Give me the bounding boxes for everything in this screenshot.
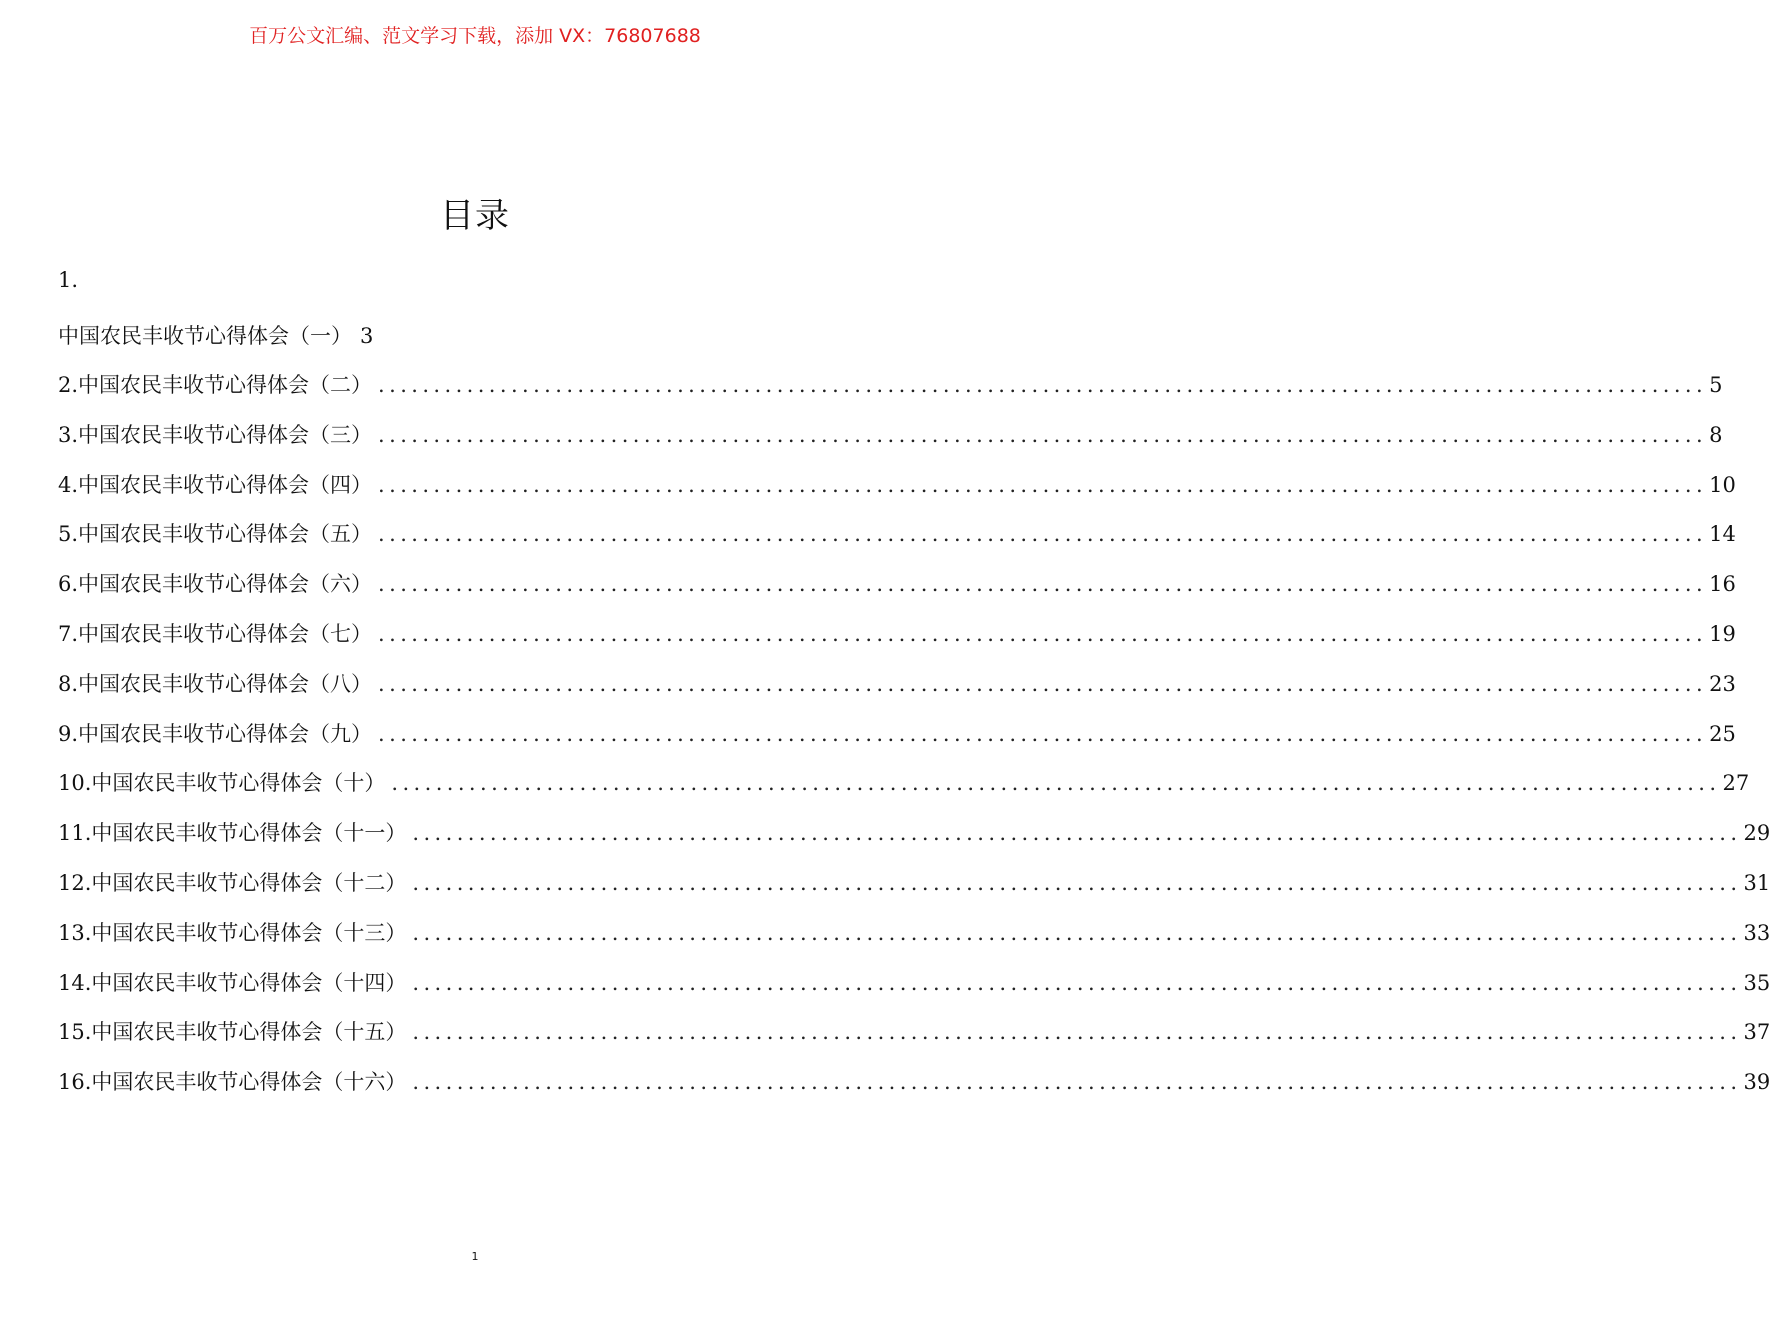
- toc-dot-leader: ........................................................................................................................: [378, 671, 1708, 696]
- page-title: 目录: [440, 195, 510, 236]
- toc-entry-page: 29: [1743, 821, 1770, 846]
- toc-entry-list: [58, 361, 1770, 1108]
- toc-entry-page: 8: [1709, 422, 1723, 447]
- toc-entry[interactable]: [58, 361, 1723, 411]
- toc-entry-label: 12.中国农民丰收节心得体会（十二）: [58, 870, 407, 895]
- toc-entry[interactable]: [58, 859, 1770, 909]
- toc-dot-leader: ........................................................................................................................: [378, 422, 1708, 447]
- toc-entry-page: 35: [1743, 970, 1770, 995]
- toc-entry-page: 37: [1743, 1020, 1770, 1045]
- toc-entry-label: 2.中国农民丰收节心得体会（二）: [58, 373, 373, 397]
- toc-entry-label: 4.中国农民丰收节心得体会（四）: [58, 472, 373, 497]
- toc-entry[interactable]: [58, 560, 1736, 610]
- toc-entry-label: 16.中国农民丰收节心得体会（十六）: [58, 1070, 407, 1095]
- toc-entry-page: 19: [1709, 621, 1736, 646]
- toc-entry[interactable]: [58, 660, 1736, 710]
- toc-entry-page: 14: [1709, 522, 1736, 547]
- toc-entry-page: 25: [1709, 721, 1736, 746]
- table-of-contents: [58, 262, 1770, 1108]
- toc-dot-leader: ........................................................................................................................: [412, 1070, 1742, 1095]
- toc-dot-leader: ........................................................................................................................: [412, 821, 1742, 846]
- toc-entry-label: 9.中国农民丰收节心得体会（九）: [58, 721, 373, 746]
- toc-entry[interactable]: [58, 411, 1723, 461]
- page-number: 1: [471, 1250, 479, 1263]
- toc-entry-label: 11.中国农民丰收节心得体会（十一）: [58, 821, 407, 846]
- toc-entry-page: 31: [1743, 870, 1770, 895]
- toc-dot-leader: ........................................................................................................................: [412, 970, 1742, 995]
- toc-entry-label: 10.中国农民丰收节心得体会（十）: [58, 771, 386, 796]
- toc-entry-label: 7.中国农民丰收节心得体会（七）: [58, 621, 373, 646]
- toc-entry-page: 27: [1722, 771, 1750, 796]
- toc-entry-1[interactable]: [58, 311, 894, 361]
- toc-entry-page: 33: [1743, 920, 1770, 945]
- toc-dot-leader: ........................................................................................................................: [378, 373, 1708, 397]
- toc-entry-page: 16: [1709, 572, 1736, 597]
- toc-entry-page: 39: [1743, 1070, 1770, 1095]
- toc-dot-leader: ........................................................................................................................: [412, 920, 1742, 945]
- toc-entry[interactable]: [58, 710, 1736, 760]
- toc-entry[interactable]: [58, 1058, 1770, 1108]
- toc-entry-page: 10: [1709, 472, 1736, 497]
- toc-dot-leader: ........................................................................................................................: [378, 522, 1708, 547]
- toc-entry[interactable]: [58, 510, 1736, 560]
- toc-dot-leader: ........................................................................................................................: [378, 621, 1708, 646]
- toc-dot-leader: ........................................................................................................................: [378, 472, 1708, 497]
- toc-entry[interactable]: [58, 809, 1770, 859]
- toc-entry-label: 15.中国农民丰收节心得体会（十五）: [58, 1020, 407, 1045]
- toc-dot-leader: ........................................................................................................................: [412, 1020, 1742, 1045]
- toc-entry-1-number: 1.: [58, 268, 79, 292]
- toc-entry[interactable]: [58, 959, 1770, 1009]
- toc-dot-leader: ........................................................................................................................: [412, 870, 1742, 895]
- toc-entry-page: 3: [360, 324, 374, 348]
- toc-entry-label: 3.中国农民丰收节心得体会（三）: [58, 422, 373, 447]
- toc-entry-page: 5: [1709, 373, 1723, 397]
- toc-entry[interactable]: [58, 759, 1750, 809]
- toc-dot-leader: ........................................................................................................................: [378, 721, 1708, 746]
- toc-entry[interactable]: [58, 1008, 1770, 1058]
- toc-entry[interactable]: [58, 461, 1736, 511]
- toc-entry[interactable]: [58, 909, 1770, 959]
- toc-entry-label: 14.中国农民丰收节心得体会（十四）: [58, 970, 407, 995]
- toc-entry-label: 5.中国农民丰收节心得体会（五）: [58, 522, 373, 547]
- toc-entry[interactable]: [58, 610, 1736, 660]
- toc-entry-label: 8.中国农民丰收节心得体会（八）: [58, 671, 373, 696]
- header-banner: 百万公文汇编、范文学习下载，添加 VX：76807688: [249, 25, 701, 47]
- toc-entry-label: 13.中国农民丰收节心得体会（十三）: [58, 920, 407, 945]
- toc-dot-leader: ........................................................................................................................: [391, 771, 1721, 796]
- toc-entry-page: 23: [1709, 671, 1736, 696]
- toc-entry-label: 6.中国农民丰收节心得体会（六）: [58, 572, 373, 597]
- toc-dot-leader: ........................................................................................................................: [378, 572, 1708, 597]
- toc-entry-label: 中国农民丰收节心得体会（一）: [58, 324, 352, 348]
